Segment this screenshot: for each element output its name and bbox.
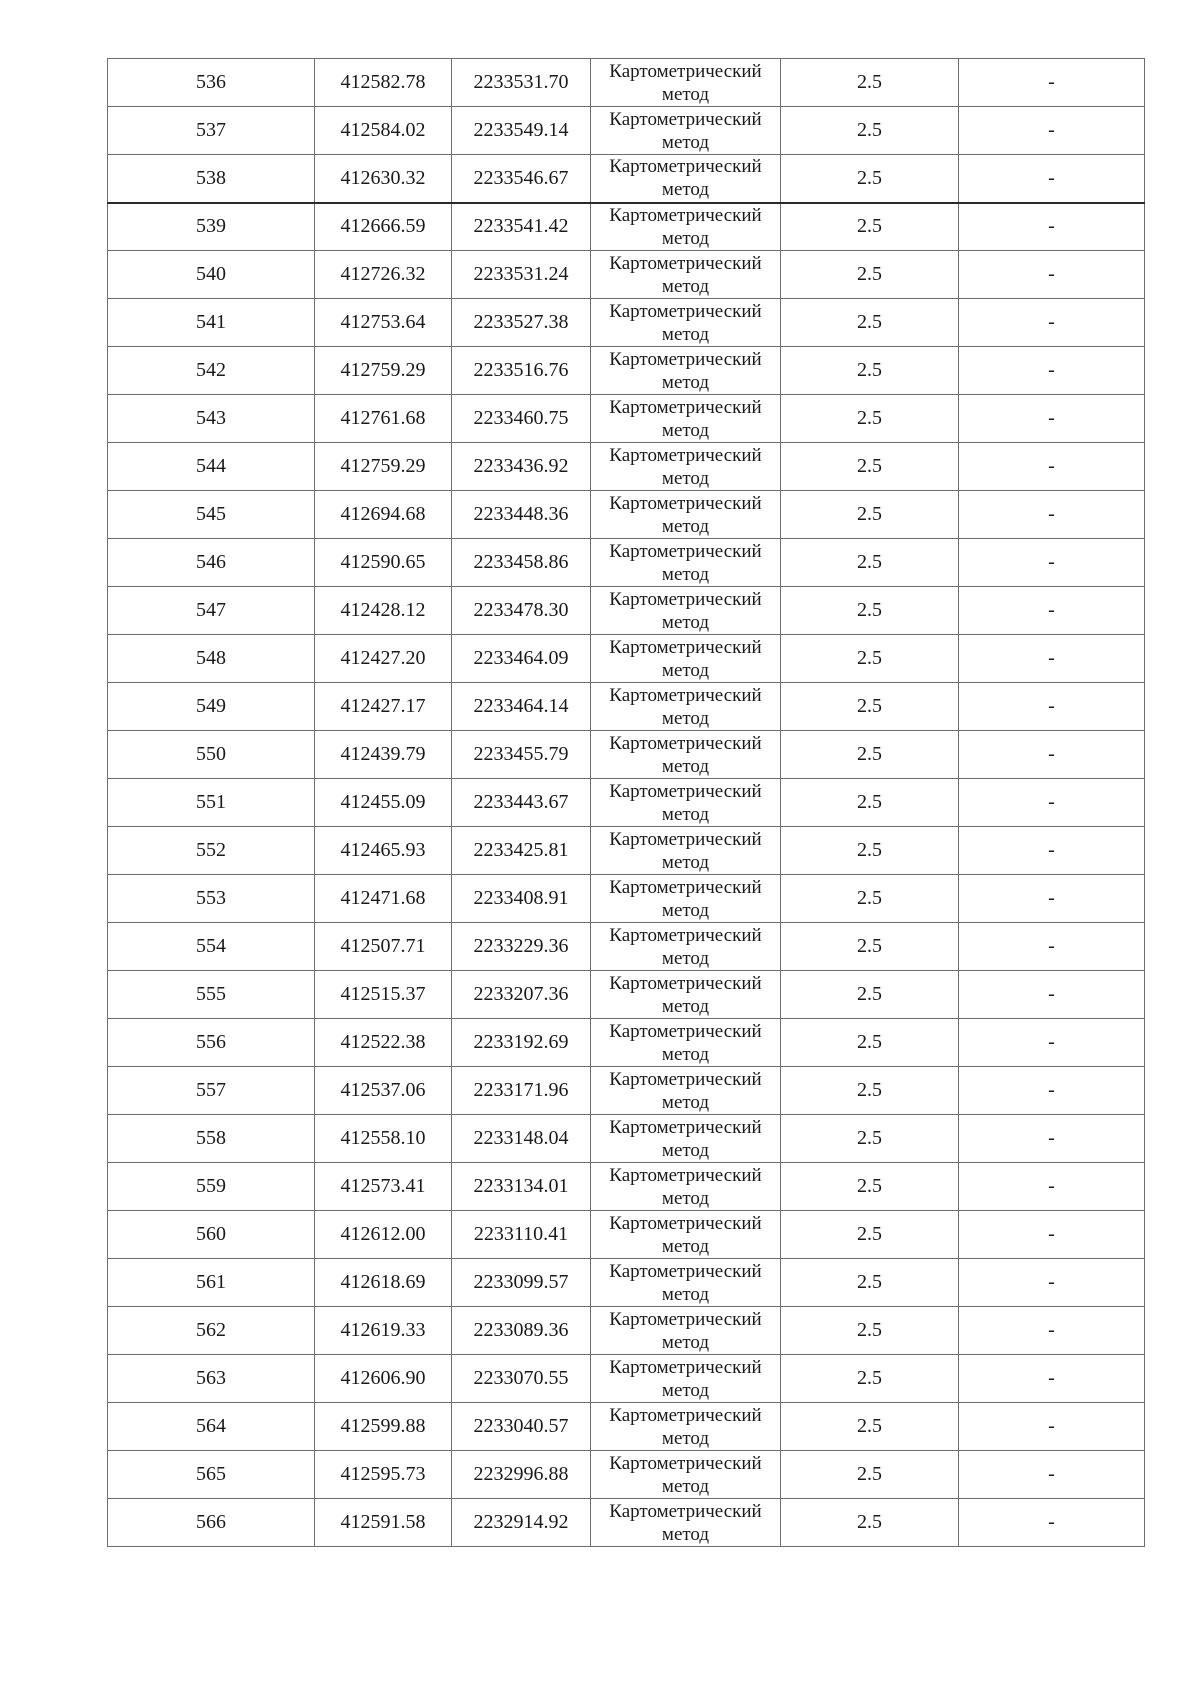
- method-cell: [591, 635, 781, 683]
- method-line-2: метод: [661, 83, 710, 105]
- method-line-1: Картометрический: [609, 684, 762, 706]
- note-cell: -: [959, 1451, 1145, 1499]
- x-coordinate-cell: 412590.65: [315, 539, 452, 587]
- accuracy-cell: 2.5: [781, 1355, 959, 1403]
- point-number-cell: 553: [108, 875, 315, 923]
- y-coordinate-cell: 2233478.30: [452, 587, 591, 635]
- accuracy-cell: 2.5: [781, 443, 959, 491]
- table-row: [108, 155, 1145, 203]
- table-row: [108, 1211, 1145, 1259]
- point-number-cell: 548: [108, 635, 315, 683]
- x-coordinate-cell: 412573.41: [315, 1163, 452, 1211]
- method-line-1: Картометрический: [609, 1164, 762, 1186]
- method-cell: [591, 299, 781, 347]
- point-number-cell: 565: [108, 1451, 315, 1499]
- x-coordinate-cell: 412753.64: [315, 299, 452, 347]
- method-line-2: метод: [661, 611, 710, 633]
- table-row: [108, 827, 1145, 875]
- method-line-2: метод: [661, 1427, 710, 1449]
- point-number-cell: 540: [108, 251, 315, 299]
- point-number-cell: 537: [108, 107, 315, 155]
- point-number-cell: 562: [108, 1307, 315, 1355]
- accuracy-cell: 2.5: [781, 395, 959, 443]
- y-coordinate-cell: 2233436.92: [452, 443, 591, 491]
- accuracy-cell: 2.5: [781, 1259, 959, 1307]
- table-row: [108, 683, 1145, 731]
- point-number-cell: 556: [108, 1019, 315, 1067]
- y-coordinate-cell: 2232914.92: [452, 1499, 591, 1547]
- note-cell: -: [959, 1211, 1145, 1259]
- y-coordinate-cell: 2233448.36: [452, 491, 591, 539]
- table-row: [108, 731, 1145, 779]
- x-coordinate-cell: 412761.68: [315, 395, 452, 443]
- x-coordinate-cell: 412595.73: [315, 1451, 452, 1499]
- note-cell: -: [959, 1499, 1145, 1547]
- method-cell: [591, 1307, 781, 1355]
- y-coordinate-cell: 2233110.41: [452, 1211, 591, 1259]
- x-coordinate-cell: 412599.88: [315, 1403, 452, 1451]
- note-cell: -: [959, 779, 1145, 827]
- note-cell: -: [959, 875, 1145, 923]
- method-line-1: Картометрический: [609, 252, 762, 274]
- coordinates-table: [107, 58, 1145, 1547]
- method-cell: [591, 683, 781, 731]
- note-cell: -: [959, 923, 1145, 971]
- method-cell: [591, 491, 781, 539]
- y-coordinate-cell: 2233148.04: [452, 1115, 591, 1163]
- note-cell: -: [959, 443, 1145, 491]
- table-row: [108, 539, 1145, 587]
- method-cell: [591, 923, 781, 971]
- accuracy-cell: 2.5: [781, 779, 959, 827]
- method-line-1: Картометрический: [609, 780, 762, 802]
- method-cell: [591, 875, 781, 923]
- y-coordinate-cell: 2233546.67: [452, 155, 591, 203]
- y-coordinate-cell: 2233192.69: [452, 1019, 591, 1067]
- method-line-1: Картометрический: [609, 1260, 762, 1282]
- method-line-1: Картометрический: [609, 444, 762, 466]
- y-coordinate-cell: 2233460.75: [452, 395, 591, 443]
- table-row: [108, 1163, 1145, 1211]
- x-coordinate-cell: 412522.38: [315, 1019, 452, 1067]
- method-cell: [591, 731, 781, 779]
- point-number-cell: 550: [108, 731, 315, 779]
- method-line-1: Картометрический: [609, 300, 762, 322]
- x-coordinate-cell: 412584.02: [315, 107, 452, 155]
- method-line-2: метод: [661, 227, 710, 249]
- point-number-cell: 552: [108, 827, 315, 875]
- method-line-1: Картометрический: [609, 1404, 762, 1426]
- method-line-1: Картометрический: [609, 636, 762, 658]
- y-coordinate-cell: 2233464.14: [452, 683, 591, 731]
- x-coordinate-cell: 412759.29: [315, 347, 452, 395]
- table-row: [108, 1067, 1145, 1115]
- method-line-2: метод: [661, 995, 710, 1017]
- method-line-2: метод: [661, 1475, 710, 1497]
- point-number-cell: 542: [108, 347, 315, 395]
- method-line-1: Картометрический: [609, 732, 762, 754]
- note-cell: -: [959, 971, 1145, 1019]
- method-line-1: Картометрический: [609, 348, 762, 370]
- y-coordinate-cell: 2233134.01: [452, 1163, 591, 1211]
- note-cell: -: [959, 1259, 1145, 1307]
- y-coordinate-cell: 2233099.57: [452, 1259, 591, 1307]
- y-coordinate-cell: 2233040.57: [452, 1403, 591, 1451]
- method-line-2: метод: [661, 755, 710, 777]
- x-coordinate-cell: 412726.32: [315, 251, 452, 299]
- point-number-cell: 551: [108, 779, 315, 827]
- method-line-2: метод: [661, 467, 710, 489]
- method-line-1: Картометрический: [609, 156, 762, 178]
- method-line-1: Картометрический: [609, 492, 762, 514]
- accuracy-cell: 2.5: [781, 203, 959, 251]
- y-coordinate-cell: 2233171.96: [452, 1067, 591, 1115]
- note-cell: -: [959, 731, 1145, 779]
- accuracy-cell: 2.5: [781, 1115, 959, 1163]
- method-line-2: метод: [661, 1523, 710, 1545]
- x-coordinate-cell: 412582.78: [315, 59, 452, 107]
- accuracy-cell: 2.5: [781, 539, 959, 587]
- accuracy-cell: 2.5: [781, 347, 959, 395]
- method-cell: [591, 539, 781, 587]
- method-cell: [591, 443, 781, 491]
- accuracy-cell: 2.5: [781, 59, 959, 107]
- method-line-2: метод: [661, 803, 710, 825]
- accuracy-cell: 2.5: [781, 971, 959, 1019]
- point-number-cell: 561: [108, 1259, 315, 1307]
- point-number-cell: 538: [108, 155, 315, 203]
- accuracy-cell: 2.5: [781, 155, 959, 203]
- accuracy-cell: 2.5: [781, 251, 959, 299]
- x-coordinate-cell: 412612.00: [315, 1211, 452, 1259]
- method-cell: [591, 587, 781, 635]
- point-number-cell: 536: [108, 59, 315, 107]
- method-line-2: метод: [661, 851, 710, 873]
- method-line-1: Картометрический: [609, 588, 762, 610]
- y-coordinate-cell: 2233455.79: [452, 731, 591, 779]
- method-cell: [591, 827, 781, 875]
- method-cell: [591, 59, 781, 107]
- table-row: [108, 347, 1145, 395]
- method-cell: [591, 107, 781, 155]
- point-number-cell: 541: [108, 299, 315, 347]
- method-line-2: метод: [661, 659, 710, 681]
- table-row: [108, 1451, 1145, 1499]
- method-cell: [591, 1451, 781, 1499]
- y-coordinate-cell: 2233464.09: [452, 635, 591, 683]
- note-cell: -: [959, 539, 1145, 587]
- x-coordinate-cell: 412618.69: [315, 1259, 452, 1307]
- point-number-cell: 566: [108, 1499, 315, 1547]
- x-coordinate-cell: 412619.33: [315, 1307, 452, 1355]
- y-coordinate-cell: 2233531.24: [452, 251, 591, 299]
- method-line-1: Картометрический: [609, 1020, 762, 1042]
- accuracy-cell: 2.5: [781, 587, 959, 635]
- method-line-1: Картометрический: [609, 396, 762, 418]
- note-cell: -: [959, 635, 1145, 683]
- x-coordinate-cell: 412427.17: [315, 683, 452, 731]
- table-body: [108, 59, 1145, 1547]
- x-coordinate-cell: 412455.09: [315, 779, 452, 827]
- method-cell: [591, 1403, 781, 1451]
- accuracy-cell: 2.5: [781, 1307, 959, 1355]
- method-cell: [591, 1355, 781, 1403]
- accuracy-cell: 2.5: [781, 1403, 959, 1451]
- y-coordinate-cell: 2233207.36: [452, 971, 591, 1019]
- method-line-1: Картометрический: [609, 1452, 762, 1474]
- method-line-1: Картометрический: [609, 876, 762, 898]
- point-number-cell: 545: [108, 491, 315, 539]
- table-row: [108, 1499, 1145, 1547]
- method-line-2: метод: [661, 323, 710, 345]
- note-cell: -: [959, 155, 1145, 203]
- method-line-1: Картометрический: [609, 828, 762, 850]
- method-line-2: метод: [661, 899, 710, 921]
- method-line-1: Картометрический: [609, 1116, 762, 1138]
- accuracy-cell: 2.5: [781, 683, 959, 731]
- table-row: [108, 203, 1145, 251]
- method-line-2: метод: [661, 1283, 710, 1305]
- point-number-cell: 564: [108, 1403, 315, 1451]
- y-coordinate-cell: 2233458.86: [452, 539, 591, 587]
- method-line-1: Картометрический: [609, 204, 762, 226]
- accuracy-cell: 2.5: [781, 731, 959, 779]
- note-cell: -: [959, 1163, 1145, 1211]
- note-cell: -: [959, 1403, 1145, 1451]
- method-line-2: метод: [661, 1091, 710, 1113]
- table-row: [108, 971, 1145, 1019]
- table-row: [108, 1355, 1145, 1403]
- point-number-cell: 563: [108, 1355, 315, 1403]
- point-number-cell: 546: [108, 539, 315, 587]
- method-cell: [591, 1499, 781, 1547]
- accuracy-cell: 2.5: [781, 491, 959, 539]
- point-number-cell: 544: [108, 443, 315, 491]
- method-line-1: Картометрический: [609, 924, 762, 946]
- table-row: [108, 779, 1145, 827]
- point-number-cell: 558: [108, 1115, 315, 1163]
- method-line-1: Картометрический: [609, 972, 762, 994]
- accuracy-cell: 2.5: [781, 299, 959, 347]
- note-cell: -: [959, 1067, 1145, 1115]
- x-coordinate-cell: 412428.12: [315, 587, 452, 635]
- method-line-2: метод: [661, 947, 710, 969]
- point-number-cell: 539: [108, 203, 315, 251]
- method-line-1: Картометрический: [609, 60, 762, 82]
- method-line-2: метод: [661, 1187, 710, 1209]
- method-line-2: метод: [661, 275, 710, 297]
- x-coordinate-cell: 412591.58: [315, 1499, 452, 1547]
- note-cell: -: [959, 1115, 1145, 1163]
- table-row: [108, 635, 1145, 683]
- accuracy-cell: 2.5: [781, 107, 959, 155]
- method-cell: [591, 1115, 781, 1163]
- method-line-2: метод: [661, 1379, 710, 1401]
- accuracy-cell: 2.5: [781, 827, 959, 875]
- method-line-1: Картометрический: [609, 1068, 762, 1090]
- note-cell: -: [959, 827, 1145, 875]
- point-number-cell: 554: [108, 923, 315, 971]
- point-number-cell: 549: [108, 683, 315, 731]
- note-cell: -: [959, 395, 1145, 443]
- table-row: [108, 1403, 1145, 1451]
- x-coordinate-cell: 412606.90: [315, 1355, 452, 1403]
- method-cell: [591, 395, 781, 443]
- y-coordinate-cell: 2233527.38: [452, 299, 591, 347]
- table-row: [108, 251, 1145, 299]
- table-row: [108, 395, 1145, 443]
- table-row: [108, 491, 1145, 539]
- note-cell: -: [959, 299, 1145, 347]
- table-row: [108, 59, 1145, 107]
- method-line-2: метод: [661, 707, 710, 729]
- accuracy-cell: 2.5: [781, 1163, 959, 1211]
- note-cell: -: [959, 491, 1145, 539]
- y-coordinate-cell: 2233549.14: [452, 107, 591, 155]
- method-line-2: метод: [661, 1331, 710, 1353]
- method-line-1: Картометрический: [609, 1308, 762, 1330]
- method-cell: [591, 251, 781, 299]
- table-row: [108, 443, 1145, 491]
- note-cell: -: [959, 1019, 1145, 1067]
- note-cell: -: [959, 1355, 1145, 1403]
- table-row: [108, 1259, 1145, 1307]
- table-row: [108, 107, 1145, 155]
- x-coordinate-cell: 412515.37: [315, 971, 452, 1019]
- note-cell: -: [959, 347, 1145, 395]
- table-row: [108, 587, 1145, 635]
- method-cell: [591, 1067, 781, 1115]
- table-row: [108, 923, 1145, 971]
- method-cell: [591, 203, 781, 251]
- point-number-cell: 555: [108, 971, 315, 1019]
- y-coordinate-cell: 2232996.88: [452, 1451, 591, 1499]
- y-coordinate-cell: 2233089.36: [452, 1307, 591, 1355]
- note-cell: -: [959, 107, 1145, 155]
- table-row: [108, 1307, 1145, 1355]
- method-cell: [591, 1259, 781, 1307]
- method-line-1: Картометрический: [609, 108, 762, 130]
- x-coordinate-cell: 412427.20: [315, 635, 452, 683]
- x-coordinate-cell: 412759.29: [315, 443, 452, 491]
- note-cell: -: [959, 683, 1145, 731]
- method-cell: [591, 155, 781, 203]
- method-line-1: Картометрический: [609, 1500, 762, 1522]
- y-coordinate-cell: 2233516.76: [452, 347, 591, 395]
- method-line-2: метод: [661, 371, 710, 393]
- accuracy-cell: 2.5: [781, 923, 959, 971]
- y-coordinate-cell: 2233541.42: [452, 203, 591, 251]
- method-line-2: метод: [661, 515, 710, 537]
- accuracy-cell: 2.5: [781, 1019, 959, 1067]
- accuracy-cell: 2.5: [781, 635, 959, 683]
- method-line-2: метод: [661, 131, 710, 153]
- x-coordinate-cell: 412439.79: [315, 731, 452, 779]
- method-line-2: метод: [661, 419, 710, 441]
- method-cell: [591, 971, 781, 1019]
- y-coordinate-cell: 2233425.81: [452, 827, 591, 875]
- x-coordinate-cell: 412537.06: [315, 1067, 452, 1115]
- x-coordinate-cell: 412694.68: [315, 491, 452, 539]
- y-coordinate-cell: 2233443.67: [452, 779, 591, 827]
- note-cell: -: [959, 251, 1145, 299]
- y-coordinate-cell: 2233070.55: [452, 1355, 591, 1403]
- accuracy-cell: 2.5: [781, 875, 959, 923]
- method-line-1: Картометрический: [609, 540, 762, 562]
- method-cell: [591, 779, 781, 827]
- y-coordinate-cell: 2233531.70: [452, 59, 591, 107]
- method-cell: [591, 347, 781, 395]
- point-number-cell: 560: [108, 1211, 315, 1259]
- point-number-cell: 559: [108, 1163, 315, 1211]
- accuracy-cell: 2.5: [781, 1067, 959, 1115]
- x-coordinate-cell: 412465.93: [315, 827, 452, 875]
- x-coordinate-cell: 412666.59: [315, 203, 452, 251]
- point-number-cell: 543: [108, 395, 315, 443]
- method-line-2: метод: [661, 179, 710, 201]
- y-coordinate-cell: 2233229.36: [452, 923, 591, 971]
- note-cell: -: [959, 203, 1145, 251]
- accuracy-cell: 2.5: [781, 1499, 959, 1547]
- method-line-2: метод: [661, 1139, 710, 1161]
- note-cell: -: [959, 59, 1145, 107]
- method-cell: [591, 1163, 781, 1211]
- method-cell: [591, 1211, 781, 1259]
- method-line-2: метод: [661, 1235, 710, 1257]
- point-number-cell: 547: [108, 587, 315, 635]
- table-row: [108, 1019, 1145, 1067]
- note-cell: -: [959, 587, 1145, 635]
- x-coordinate-cell: 412471.68: [315, 875, 452, 923]
- table-row: [108, 1115, 1145, 1163]
- x-coordinate-cell: 412630.32: [315, 155, 452, 203]
- accuracy-cell: 2.5: [781, 1451, 959, 1499]
- method-line-1: Картометрический: [609, 1212, 762, 1234]
- point-number-cell: 557: [108, 1067, 315, 1115]
- method-line-1: Картометрический: [609, 1356, 762, 1378]
- accuracy-cell: 2.5: [781, 1211, 959, 1259]
- x-coordinate-cell: 412507.71: [315, 923, 452, 971]
- x-coordinate-cell: 412558.10: [315, 1115, 452, 1163]
- table-row: [108, 299, 1145, 347]
- method-cell: [591, 1019, 781, 1067]
- y-coordinate-cell: 2233408.91: [452, 875, 591, 923]
- method-line-2: метод: [661, 1043, 710, 1065]
- note-cell: -: [959, 1307, 1145, 1355]
- method-line-2: метод: [661, 563, 710, 585]
- table-row: [108, 875, 1145, 923]
